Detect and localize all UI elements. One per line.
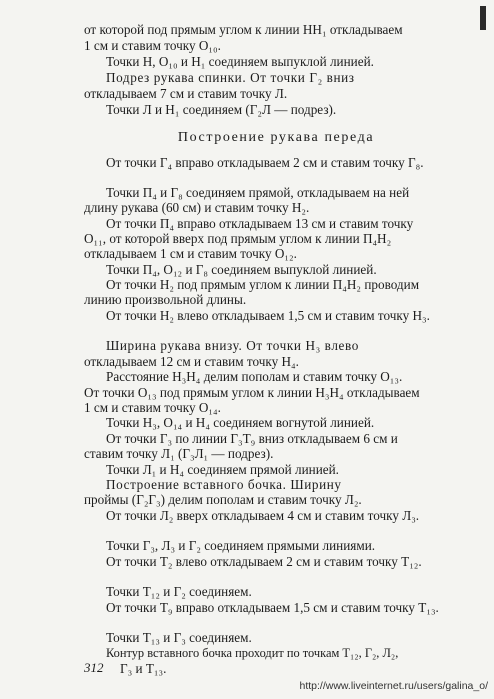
source-url-watermark: http://www.liveinternet.ru/users/galina_o/ — [299, 680, 488, 692]
text-line: O₁₁, от которой вверх под прямым углом к линии П₄H₂ — [84, 231, 392, 246]
text-line: откладываем 12 см и ставим точку H₄. — [84, 354, 299, 369]
text-line: откладываем 1 см и ставим точку O₁₂. — [84, 246, 297, 261]
text-line: Г₃ и Т₁₃. — [120, 661, 167, 676]
page-edge-mark — [480, 6, 486, 30]
text-line: Точки Л и H₁ соединяем (Г₂Л — подрез). — [106, 102, 337, 117]
page-number: 312 — [84, 660, 104, 675]
text-line: проймы (Г₂Г₃) делим пополам и ставим точку Л₂. — [84, 492, 362, 507]
subheading-line: Подрез рукава спинки. От точки Г₂ вниз — [106, 70, 355, 85]
text-line: Точки Г₃, Л₃ и Г₂ соединяем прямыми линиями. — [106, 538, 376, 553]
text-line: Точки П₄, O₁₂ и Г₈ соединяем выпуклой линией. — [106, 262, 377, 277]
text-line: длину рукава (60 см) и ставим точку H₂. — [84, 200, 310, 215]
text-line: От точки Т₉ вправо откладываем 1,5 см и ставим точку Т₁₃. — [106, 600, 439, 615]
text-line: Точки Т₁₂ и Г₂ соединяем. — [106, 584, 252, 599]
text-line: 1 см и ставим точку O₁₀. — [84, 38, 221, 53]
subheading-line: Ширина рукава внизу. От точки H₃ влево — [106, 338, 359, 353]
text-line: линию произвольной длины. — [84, 292, 247, 307]
text-line: От точки Т₂ влево откладываем 2 см и ставим точку Т₁₂. — [106, 554, 422, 569]
text-line: От точки O₁₃ под прямым углом к линии H₃H₄ откладываем — [84, 385, 420, 400]
text-line: Контур вставного бочка проходит по точкам Т₁₂, Г₂, Л₂, — [106, 646, 399, 660]
text-line: От точки H₂ влево откладываем 1,5 см и ставим точку H₃. — [106, 308, 430, 323]
text-line: От точки Л₂ вверх откладываем 4 см и ставим точку Л₃. — [106, 508, 420, 523]
text-line: От точки П₄ вправо откладываем 13 см и ставим точку — [106, 216, 414, 231]
text-line: Точки Л₁ и H₄ соединяем прямой линией. — [106, 462, 339, 477]
text-line: от которой под прямым углом к линии HH₁ откладываем — [84, 22, 403, 37]
text-line: ставим точку Л₁ (Г₃Л₁ — подрез). — [84, 446, 274, 461]
text-line: 1 см и ставим точку O₁₄. — [84, 400, 221, 415]
text-line: От точки Г₄ вправо откладываем 2 см и ставим точку Г₈. — [106, 155, 424, 170]
text-line: откладываем 7 см и ставим точку Л. — [84, 86, 288, 101]
subheading-line: Построение вставного бочка. Ширину — [106, 477, 342, 492]
text-line: Точки H, O₁₀ и H₁ соединяем выпуклой линией. — [106, 54, 374, 69]
text-line: От точки Г₃ по линии Г₃Т₉ вниз откладываем 6 см и — [106, 431, 398, 446]
section-heading: Построение рукава переда — [177, 130, 375, 145]
text-line: Точки Т₁₃ и Г₃ соединяем. — [106, 630, 252, 645]
text-line: Точки П₄ и Г₈ соединяем прямой, откладываем на ней — [106, 185, 410, 200]
text-line: Точки H₃, O₁₄ и H₄ соединяем вогнутой линией. — [106, 415, 375, 430]
text-line: От точки H₂ под прямым углом к линии П₄H₂ проводим — [106, 277, 420, 292]
text-line: Расстояние H₃H₄ делим пополам и ставим точку O₁₃. — [106, 369, 403, 384]
